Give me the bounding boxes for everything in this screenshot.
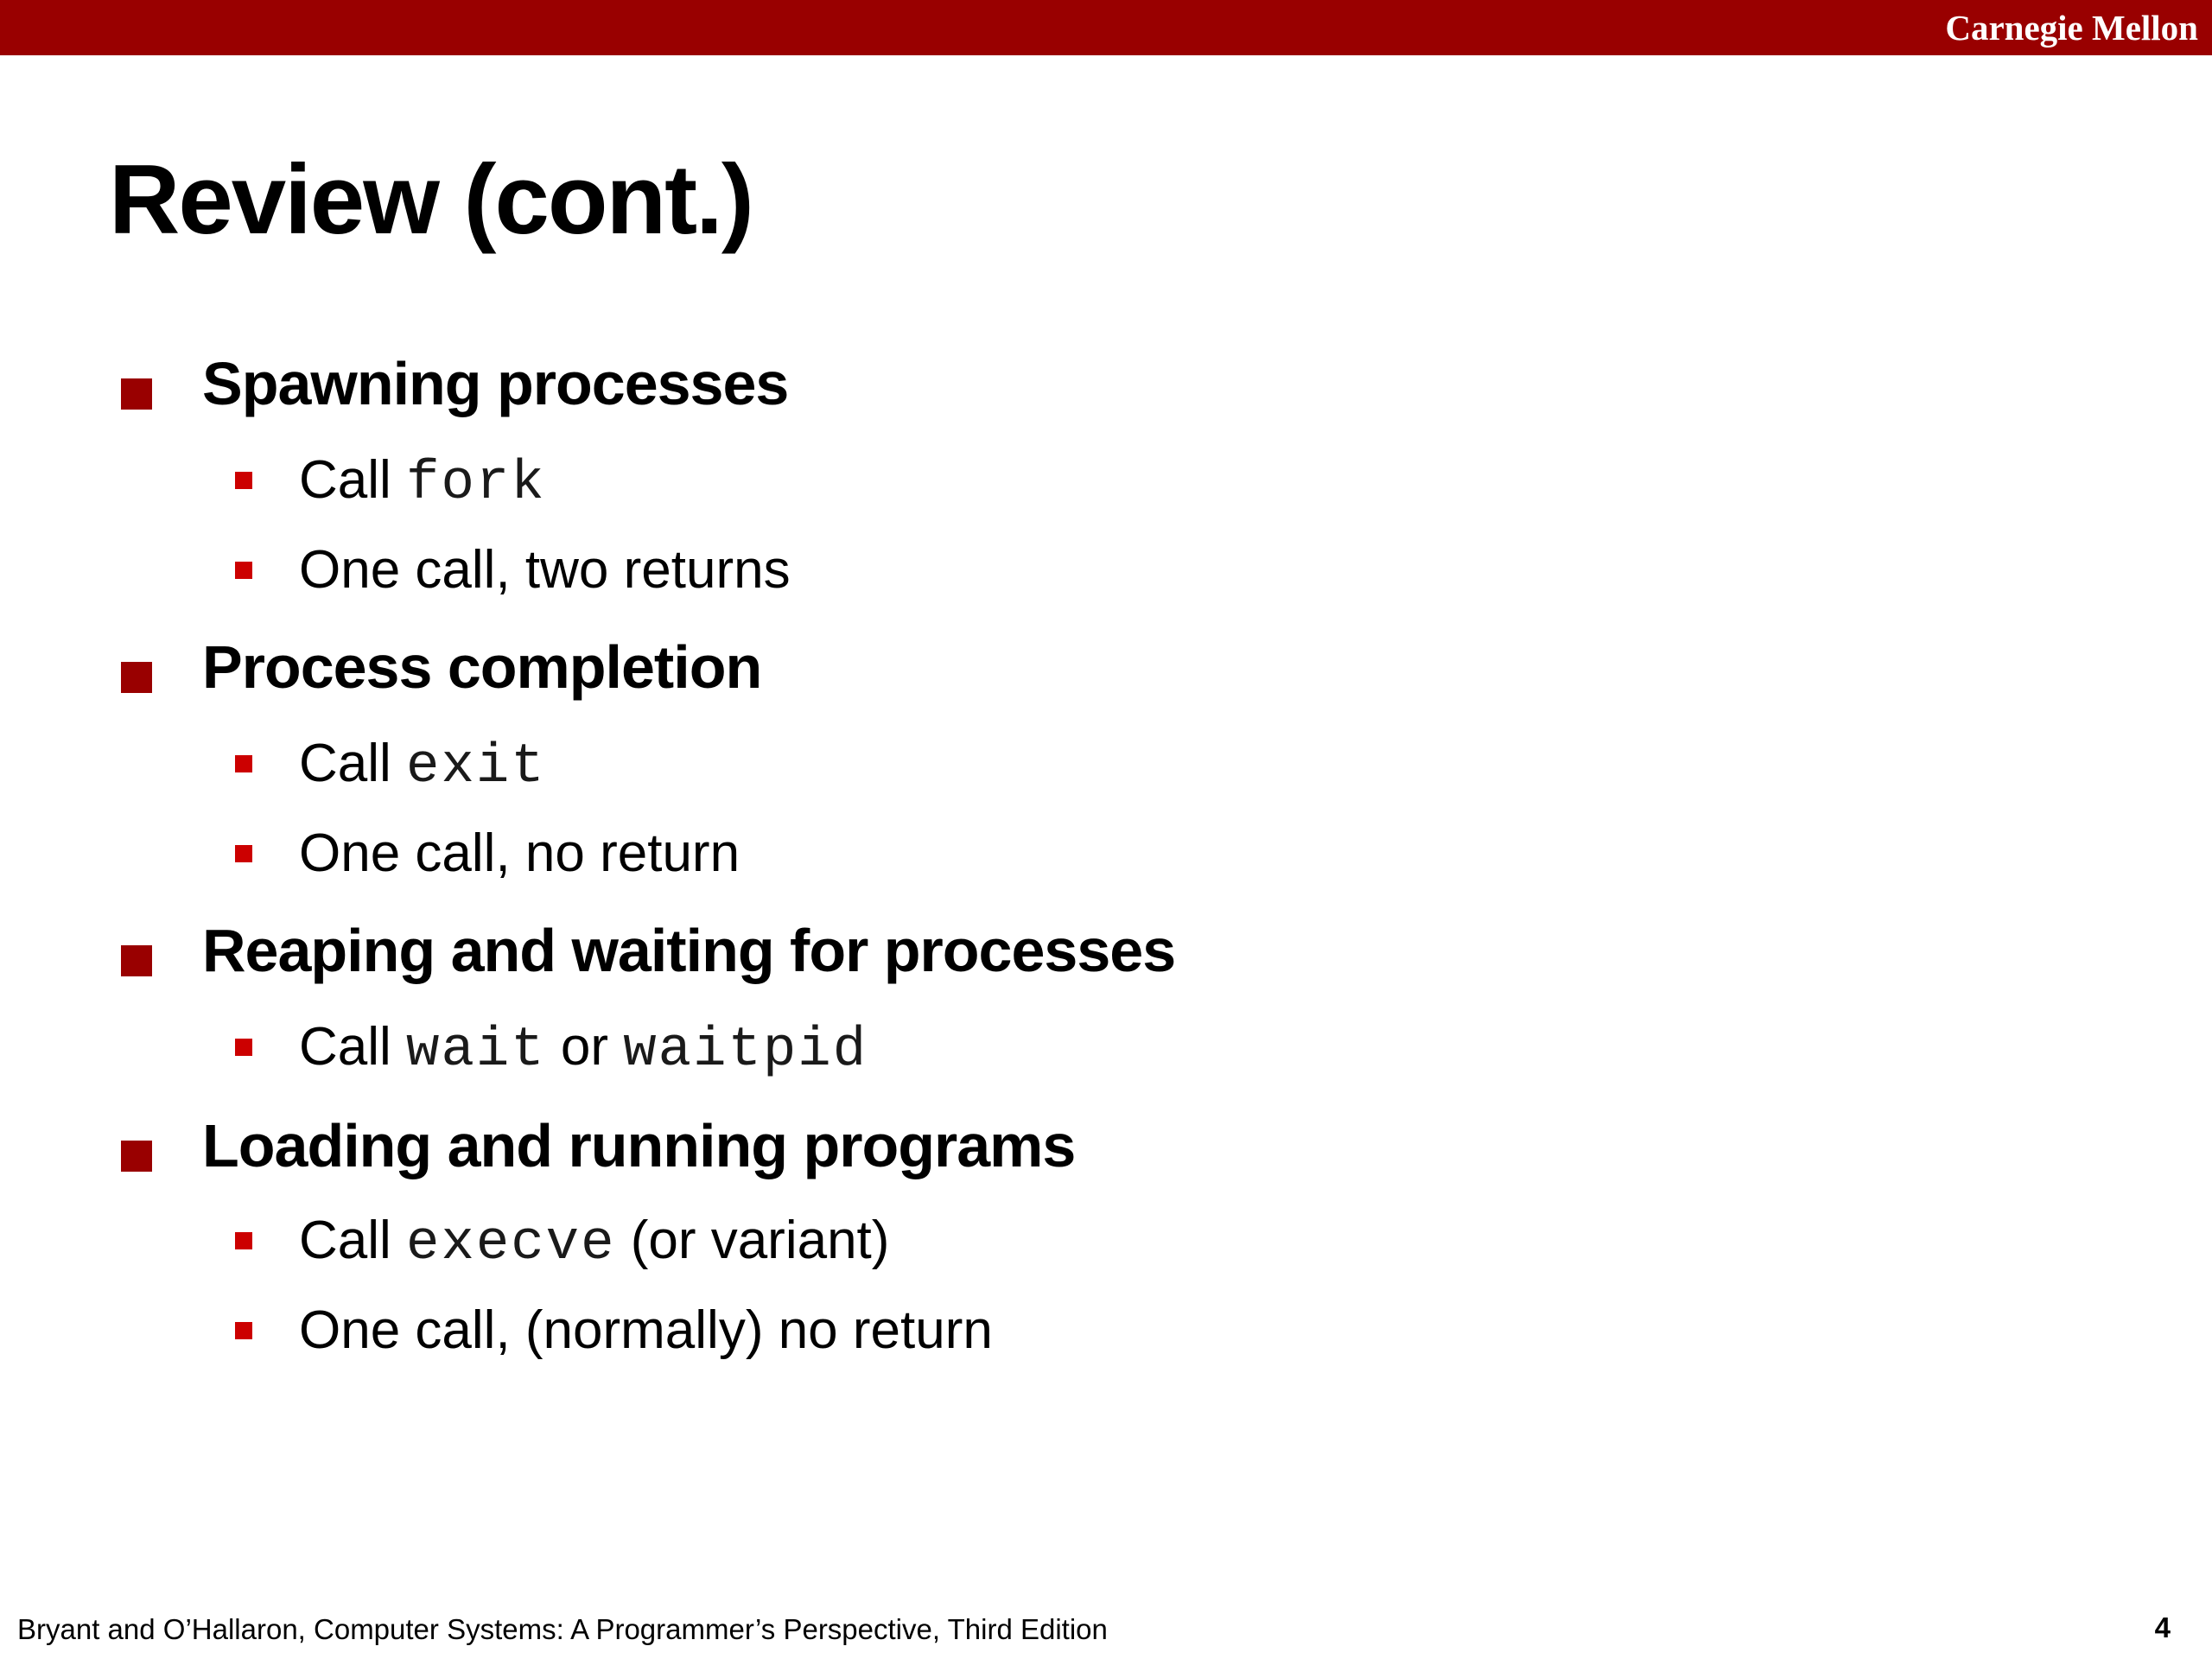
sub-bullet-text [299, 1014, 868, 1084]
brand-logo-text: Carnegie Mellon [1945, 8, 2198, 48]
bullet-heading: Reaping and waiting for processes [202, 917, 1176, 984]
sub-bullet-text [299, 1208, 889, 1277]
page-number: 4 [2154, 1611, 2171, 1643]
bullet-heading: Loading and running programs [202, 1112, 1076, 1179]
square-bullet-icon [121, 1141, 152, 1172]
sub-bullet-text [299, 448, 546, 517]
sub-bullet-suffix: (or variant) [615, 1211, 890, 1270]
square-bullet-icon [121, 945, 152, 976]
square-bullet-icon [235, 562, 252, 579]
footer-citation: Bryant and O’Hallaron, Computer Systems: A Programmer’s Perspective, Third Edition [17, 1613, 1108, 1645]
sub-bullet-text: One call, two returns [299, 540, 791, 600]
sub-bullet-prefix: Call [299, 1017, 407, 1077]
sub-bullet-prefix: Call [299, 1211, 407, 1270]
code-execve: execve [406, 1213, 616, 1275]
square-bullet-icon [235, 755, 252, 772]
sub-bullet-text [299, 731, 546, 800]
square-bullet-icon [235, 472, 252, 489]
code-fork: fork [406, 453, 546, 515]
square-bullet-icon [235, 845, 252, 862]
code-wait: wait [406, 1020, 546, 1082]
sub-bullet-text: One call, no return [299, 823, 741, 883]
slide-title: Review (cont.) [109, 145, 753, 255]
sub-bullet-prefix: Call [299, 450, 407, 510]
bullet-heading: Spawning processes [202, 350, 789, 417]
code-waitpid: waitpid [623, 1020, 868, 1082]
square-bullet-icon [121, 662, 152, 693]
sub-bullet-middle: or [545, 1017, 624, 1077]
code-exit: exit [406, 736, 546, 798]
sub-bullet-text: One call, (normally) no return [299, 1300, 993, 1360]
square-bullet-icon [235, 1322, 252, 1339]
sub-bullet-prefix: Call [299, 734, 407, 793]
square-bullet-icon [235, 1039, 252, 1056]
bullet-heading: Process completion [202, 633, 762, 701]
square-bullet-icon [235, 1232, 252, 1249]
square-bullet-icon [121, 378, 152, 410]
